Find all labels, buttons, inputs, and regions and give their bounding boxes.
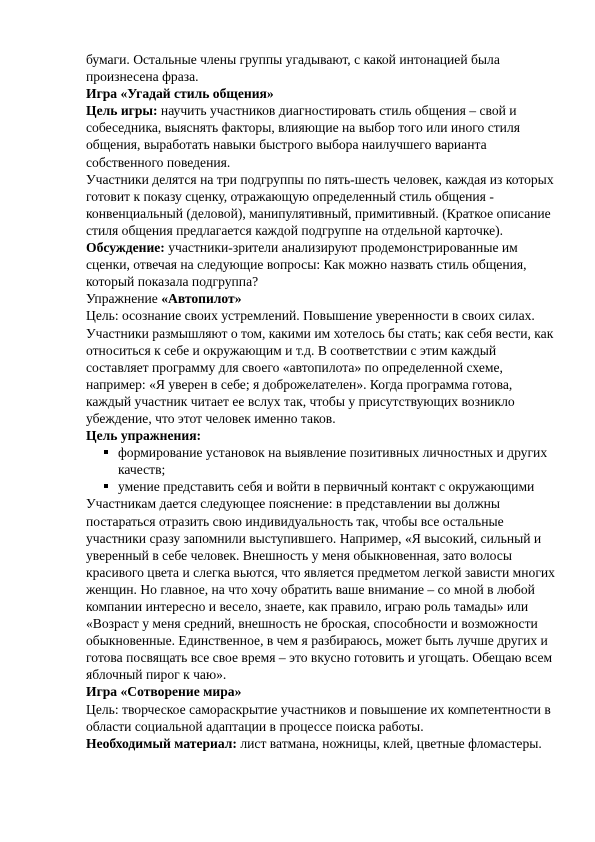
game-title-communication-style: Игра «Угадай стиль общения» bbox=[86, 86, 274, 102]
paragraph-intro: бумаги. Остальные члены группы угадывают, с какой интонацией была произнесена фраза. bbox=[86, 52, 500, 85]
exercise-title-autopilot bbox=[86, 290, 558, 307]
exercise-goals-list bbox=[86, 444, 558, 495]
discussion-label: Обсуждение: bbox=[86, 240, 165, 256]
goal-text: научить участников диагностировать стиль общения – свой и собеседника, выяснять факторы, влияющие на выбор того или иного стиля общения, выработать навыки быстрого выбора наилучшего варианта собственного поведения. bbox=[86, 103, 520, 170]
bullet-square-icon bbox=[104, 484, 108, 488]
game2-goal-paragraph: Цель: творческое самораскрытие участников и повышение их компетентности в области социальной адаптации в процессе поиска работы. bbox=[86, 701, 551, 734]
game-title-world-creation: Игра «Сотворение мира» bbox=[86, 684, 242, 700]
exercise-goals-heading: Цель упражнения: bbox=[86, 428, 202, 444]
exercise-explanation-paragraph: Участникам дается следующее пояснение: в представлении вы должны постараться отразить свою индивидуальность так, чтобы все остальные участники сразу запомнили выступившего. Например, «Я высокий, сильный и уверенный в себе человек. Внешность у меня обыкновенная, зато волосы красивого цвета и слегка вьются, что является предметом легкой зависти многих женщин. Но главное, на что хочу обратить ваше внимание – со мной в любой компании интересно и весело, знаете, как правило, играю роль тамады» или «Возраст у меня средний, внешность не броская, способности и возможности обыкновенные. Единственное, в чем я разбираюсь, может быть лучше других и готова посвящать все свое время – это вкусно готовить и угощать. Обещаю всем яблочный пирог к чаю». bbox=[86, 496, 555, 683]
game-goal-paragraph bbox=[86, 102, 558, 170]
goal-label: Цель игры: bbox=[86, 103, 158, 119]
exercise-goal-paragraph: Цель: осознание своих устремлений. Повышение уверенности в своих силах. bbox=[86, 308, 535, 324]
materials-paragraph bbox=[86, 735, 558, 752]
exercise-description-paragraph: Участники размышляют о том, какими им хотелось бы стать; как себя вести, как относиться к себе и окружающим и т.д. В соответствии с этим каждый составляет программу для своего «автопилота» по определенной схеме, например: «Я уверен в себе; я доброжелателен». Когда программа готова, каждый участник читает ее вслух так, чтобы у присутствующих возникло убеждение, что этот человек именно таков. bbox=[86, 325, 554, 426]
list-item-text: формирование установок на выявление позитивных личностных и других качеств; bbox=[118, 445, 548, 478]
list-item bbox=[86, 478, 558, 495]
exercise-title-prefix: Упражнение bbox=[86, 291, 162, 307]
document-page bbox=[86, 51, 558, 752]
list-item bbox=[86, 444, 558, 478]
bullet-square-icon bbox=[104, 450, 108, 454]
list-item-text: умение представить себя и войти в первичный контакт с окружающими bbox=[118, 479, 535, 495]
discussion-text: участники-зрители анализируют продемонстрированные им сценки, отвечая на следующие вопросы: Как можно назвать стиль общения, который показала подгруппа? bbox=[86, 240, 527, 290]
discussion-paragraph bbox=[86, 239, 558, 290]
game-description-paragraph: Участники делятся на три подгруппы по пять-шесть человек, каждая из которых готовит к показу сценку, отражающую определенный стиль общения - конвенциальный (деловой), манипулятивный, примитивный. (Краткое описание стиля общения предлагается каждой подгруппе на отдельной карточке). bbox=[86, 171, 554, 238]
materials-text: лист ватмана, ножницы, клей, цветные фломастеры. bbox=[236, 735, 542, 751]
exercise-title-name: «Автопилот» bbox=[161, 291, 242, 307]
materials-label: Необходимый материал: bbox=[86, 735, 237, 751]
